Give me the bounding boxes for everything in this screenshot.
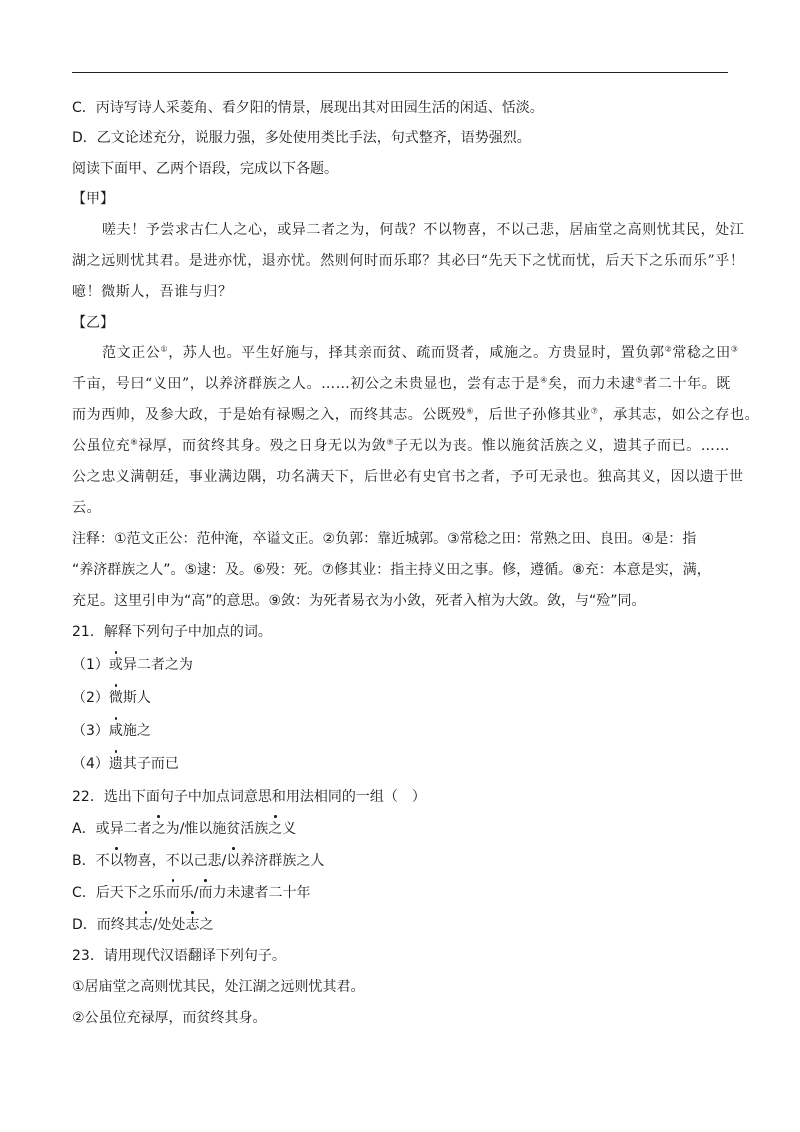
text-line-7: 噫！微斯人，吾谁与归？ <box>72 284 233 300</box>
text-line-15: 注释：①范文正公：范仲淹，卒谥文正。②负郭：靠近城郭。③常稔之田：常熟之田、良田。④是：指 <box>72 531 697 547</box>
text-line-27: D．而终其志/处处志之 <box>72 917 214 933</box>
text-line-5: 嗟夫！予尝求古仁人之心，或异二者之为，何哉？不以物喜，不以己悲，居庙堂之高则忧其民，处江 <box>102 222 745 238</box>
text-line-28: 23．请用现代汉语翻译下列句子。 <box>72 948 286 964</box>
text-line-9: 范文正公①，苏人也。平生好施与，择其亲而贫、疏而贤者，咸施之。方贵显时，置负郭②常稔之田③ <box>102 344 739 361</box>
text-line-22: （4）遗其子而已 <box>72 756 179 772</box>
text-line-20: （2）微斯人 <box>72 690 151 706</box>
text-line-25: B．不以物喜，不以己悲/以养济群族之人 <box>72 853 325 869</box>
text-line-30: ②公虽位充禄厚，而贫终其身。 <box>72 1010 267 1026</box>
header-rule <box>72 72 728 73</box>
text-line-17: 充足。这里引申为“高”的意思。⑨敛：为死者易衣为小敛，死者入棺为大敛。敛，与“殓”同。 <box>72 593 646 609</box>
text-line-13: 公之忠义满朝廷，事业满边隅，功名满天下，后世必有史官书之者，予可无录也。独高其义，因以遗于世 <box>72 469 744 485</box>
text-line-19: （1）或异二者之为 <box>72 657 193 673</box>
text-line-23: 22．选出下面句子中加点词意思和用法相同的一组（ ） <box>72 789 426 805</box>
text-line-12: 公虽位充⑧禄厚，而贫终其身。殁之日身无以为敛⑨子无以为丧。惟以施贫活族之义，遗其子而已。…… <box>72 437 730 454</box>
text-line-6: 湖之远则忧其君。是进亦忧，退亦忧。然则何时而乐耶？其必曰“先天下之忧而忧，后天下之乐而乐”乎！ <box>72 253 745 269</box>
text-line-16: “养济群族之人”。⑤逮：及。⑥殁：死。⑦修其业：指主持义田之事。修，遵循。⑧充：本意是实，满， <box>72 562 711 578</box>
text-line-14: 云。 <box>72 500 102 516</box>
text-line-24: A．或异二者之为/惟以施贫活族之义 <box>72 821 297 837</box>
text-line-29: ①居庙堂之高则忧其民，处江湖之远则忧其君。 <box>72 979 365 995</box>
text-line-2: D．乙文论述充分，说服力强，多处使用类比手法，句式整齐，语势强烈。 <box>72 130 531 146</box>
text-line-26: C．后天下之乐而乐/而力未逮者二十年 <box>72 885 311 901</box>
text-line-1: C．丙诗写诗人采菱角、看夕阳的情景，展现出其对田园生活的闲适、恬淡。 <box>72 100 544 116</box>
text-line-8: 【乙】 <box>72 315 114 331</box>
text-line-18: 21．解释下列句子中加点的词。 <box>72 624 272 640</box>
text-line-4: 【甲】 <box>72 191 114 207</box>
text-line-21: （3）咸施之 <box>72 723 151 739</box>
text-line-3: 阅读下面甲、乙两个语段，完成以下各题。 <box>72 161 338 177</box>
text-line-10: 千亩，号曰“义田”，以养济群族之人。……初公之未贵显也，尝有志于是④矣，而力未逮⑤者二十年。既 <box>72 375 731 392</box>
text-line-11: 而为西帅，及参大政，于是始有禄赐之入，而终其志。公既殁⑥，后世子孙修其业⑦，承其志，如公之存也。 <box>72 406 760 423</box>
